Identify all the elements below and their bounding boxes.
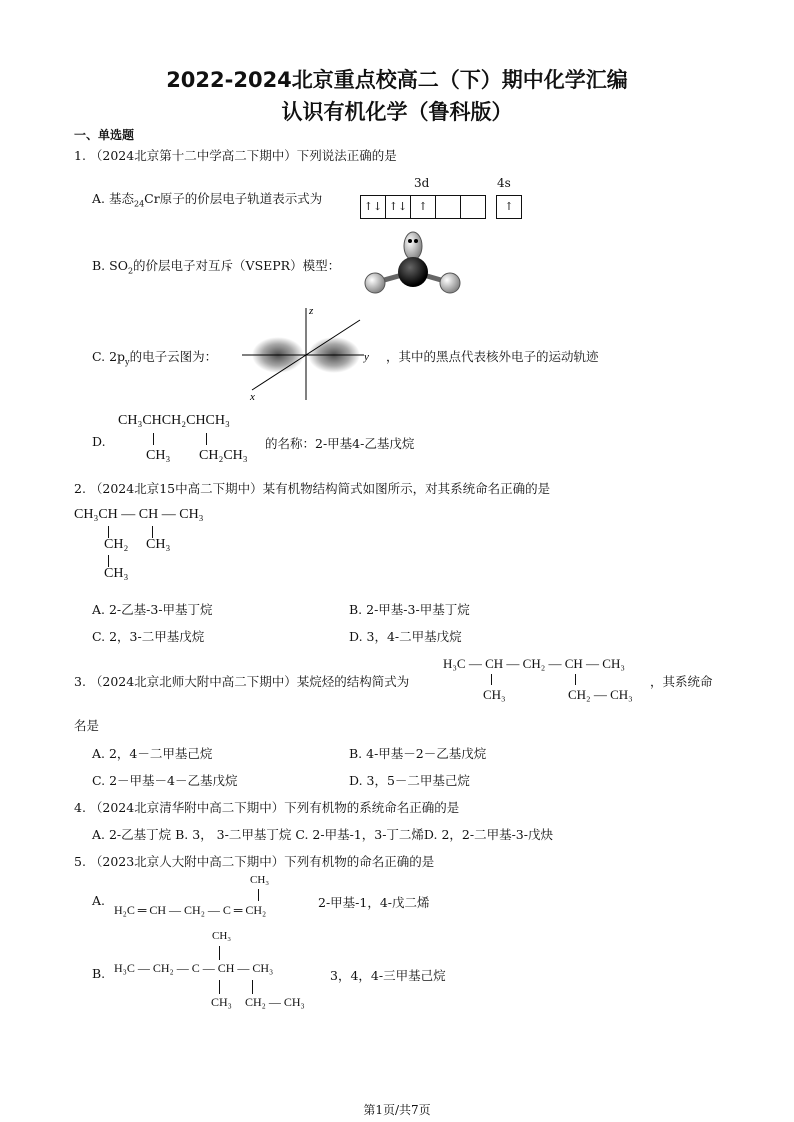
question-3-stem: 3. （2024北京北师大附中高二下期中）某烷烃的结构简式为 [74,674,410,689]
q5-option-b-label: B. [92,966,106,981]
q5-b-bottom-branch-2: CH₂ — CH₃ [245,995,305,1009]
q5-b-name: 3，4，4-三甲基己烷 [330,968,446,983]
q1-option-c-tail: ，其中的黑点代表核外电子的运动轨迹 [386,349,599,364]
q1-d-branch-2: CH₂CH₃ [199,448,248,463]
label-4s: 4s [497,176,511,190]
bond-line [491,674,492,685]
q1-d-name: 的名称：2-甲基4-乙基戊烷 [265,436,415,451]
q3-structure-main: H₃C — CH — CH₂ — CH — CH₃ [443,656,625,671]
page-title: 2022-2024北京重点校高二（下）期中化学汇编 [166,68,628,92]
q1-option-d-label: D. [92,434,106,449]
label-3d: 3d [414,176,430,190]
q2-branch-2: CH₃ [146,537,171,552]
q2-option-d: D. 3，4-二甲基戊烷 [349,629,462,644]
q4-options: A. 2-乙基丁烷 B. 3， 3-二甲基丁烷 C. 2-甲基-1，3-丁二烯D. 2，2-二甲基-3-戊炔 [92,827,553,842]
orbital-box [435,195,461,219]
so2-vsepr-model-image [360,228,470,300]
orbital-box-4s: ↑ [496,195,522,219]
q1-option-c: C. $2p_y$的电子云图为： [92,349,218,367]
q3-branch-1: CH₃ [483,687,506,702]
axis-z-label: z [309,305,314,317]
q5-a-structure-main: H₂C ═ CH — CH₂ — C ═ CH₂ [114,903,267,917]
q5-b-top-branch: CH₃ [212,930,232,942]
bond-line [252,980,253,994]
q3-option-c: C. 2－甲基－4－乙基戊烷 [92,773,238,788]
q3-stem-cont: 名是 [74,718,100,733]
orbital-box [460,195,486,219]
2py-electron-cloud-image [236,300,386,402]
question-4-stem: 4. （2024北京清华附中高二下期中）下列有机物的系统命名正确的是 [74,800,460,815]
q3-stem-tail: ，其系统命 [650,674,713,689]
q3-option-a: A. 2，4－二甲基己烷 [92,746,213,761]
q5-option-a-label: A. [92,893,106,908]
bond-line [219,946,220,960]
q5-b-structure-main: H₃C — CH₂ — C — CH — CH₃ [114,961,274,975]
page-subtitle: 认识有机化学（鲁科版） [281,100,513,124]
orbital-box: ↑↓ [360,195,386,219]
bond-line [206,433,207,445]
question-1-stem: 1. （2024北京第十二中学高二下期中）下列说法正确的是 [74,148,397,163]
axis-y-label: y [364,351,369,363]
bond-line [153,433,154,445]
q5-b-bottom-branch-1: CH₃ [211,995,232,1009]
page-footer: 第1页/共7页 [363,1103,431,1117]
q3-option-d: D. 3，5－二甲基己烷 [349,773,470,788]
orbital-box: ↑↓ [385,195,411,219]
question-2-stem: 2. （2024北京15中高二下期中）某有机物结构简式如图所示，对其系统命名正确的是 [74,481,551,496]
q5-a-name: 2-甲基-1，4-戊二烯 [318,895,430,910]
q2-option-c: C. 2，3-二甲基戊烷 [92,629,205,644]
section-header: 一、单选题 [74,128,135,142]
orbital-box: ↑ [410,195,436,219]
q2-option-b: B. 2-甲基-3-甲基丁烷 [349,602,470,617]
q2-branch-1a: CH₂ [104,537,129,552]
q2-structure-main: CH₃CH — CH — CH₃ [74,507,204,522]
bond-line [575,674,576,685]
q5-a-top-branch: CH₃ [250,874,270,886]
q1-option-a: A. 基态$_{24}$Cr原子的价层电子轨道表示式为 [92,191,323,209]
bond-line [219,980,220,994]
q3-branch-2: CH₂ — CH₃ [568,687,633,702]
q1-d-branch-1: CH₃ [146,448,171,463]
q1-option-b: B. $SO_2$的价层电子对互斥（VSEPR）模型： [92,258,341,276]
q2-branch-1b: CH₃ [104,566,129,581]
q1-d-structure-main: CH₃CHCH₂CHCH₃ [118,413,230,428]
axis-x-label: x [250,391,255,402]
bond-line [258,889,259,901]
q2-option-a: A. 2-乙基-3-甲基丁烷 [92,602,213,617]
question-5-stem: 5. （2023北京人大附中高二下期中）下列有机物的命名正确的是 [74,854,435,869]
q3-option-b: B. 4-甲基－2－乙基戊烷 [349,746,487,761]
